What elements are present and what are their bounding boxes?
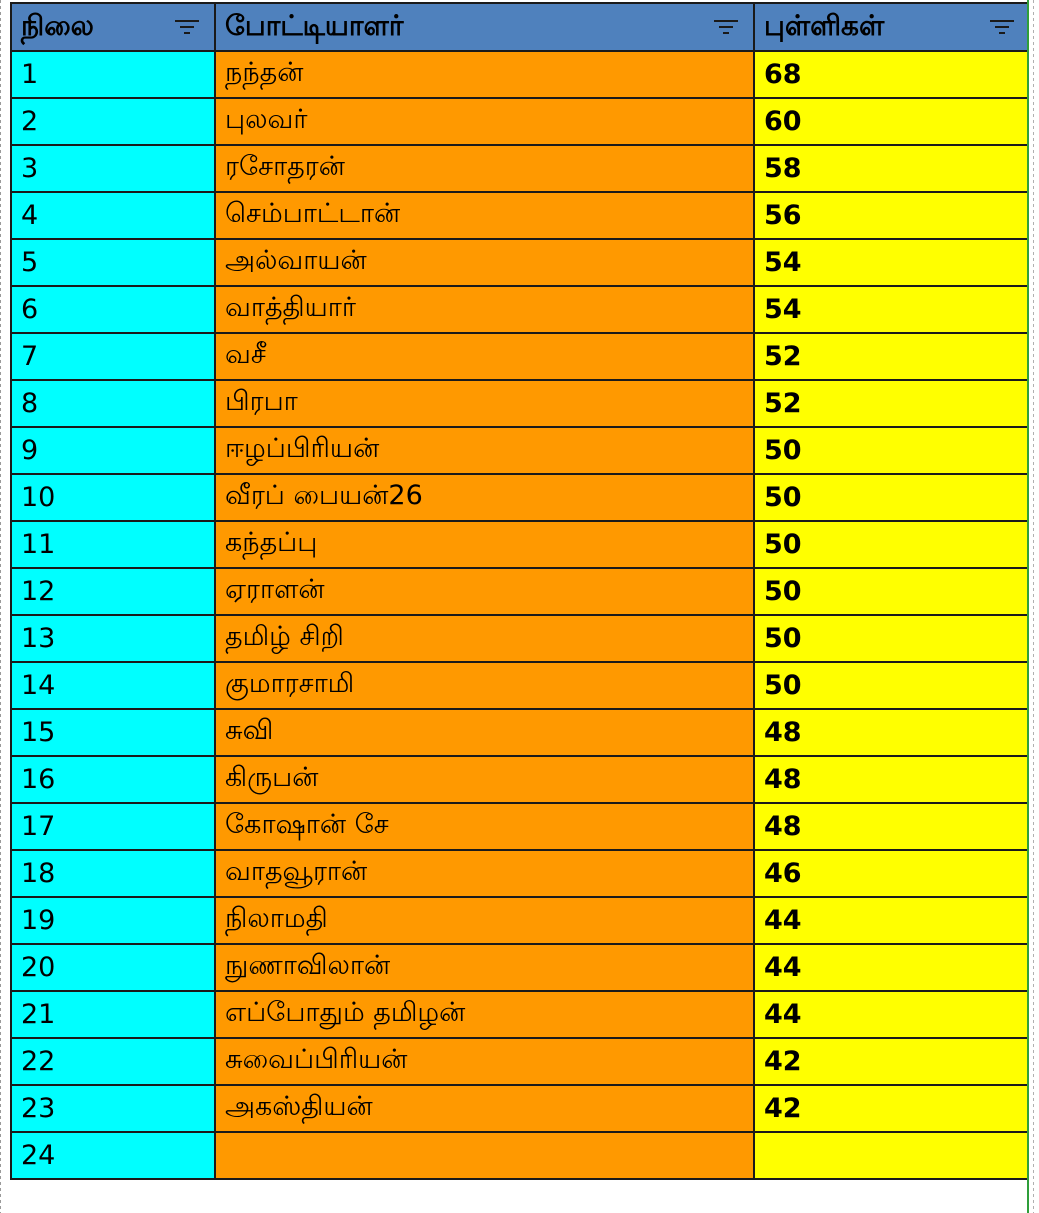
table-row[interactable] [11, 568, 1030, 615]
name-cell[interactable]: அகஸ்தியன் [215, 1085, 754, 1132]
name-cell[interactable]: வாதவூரான் [215, 850, 754, 897]
table-row[interactable] [11, 662, 1030, 709]
rank-cell[interactable]: 21 [11, 991, 215, 1038]
table-row[interactable] [11, 615, 1030, 662]
table-row[interactable] [11, 756, 1030, 803]
points-cell[interactable]: 46 [754, 850, 1030, 897]
rank-cell[interactable]: 8 [11, 380, 215, 427]
points-cell[interactable]: 56 [754, 192, 1030, 239]
rank-cell[interactable]: 6 [11, 286, 215, 333]
points-cell[interactable]: 50 [754, 615, 1030, 662]
table-row[interactable] [11, 709, 1030, 756]
name-cell[interactable]: ஈழப்பிரியன் [215, 427, 754, 474]
table-row[interactable] [11, 850, 1030, 897]
points-cell[interactable]: 42 [754, 1085, 1030, 1132]
header-name[interactable] [215, 3, 754, 51]
name-cell[interactable]: தமிழ் சிறி [215, 615, 754, 662]
rank-cell[interactable]: 19 [11, 897, 215, 944]
table-row[interactable] [11, 1085, 1030, 1132]
name-cell[interactable] [215, 1132, 754, 1179]
table-row[interactable] [11, 944, 1030, 991]
name-cell[interactable]: நந்தன் [215, 51, 754, 98]
header-points[interactable] [754, 3, 1030, 51]
name-cell[interactable]: அல்வாயன் [215, 239, 754, 286]
table-row[interactable] [11, 991, 1030, 1038]
table-row[interactable] [11, 803, 1030, 850]
header-points-label: புள்ளிகள் [764, 8, 885, 42]
name-cell[interactable]: குமாரசாமி [215, 662, 754, 709]
rank-cell[interactable]: 2 [11, 98, 215, 145]
table-row[interactable] [11, 427, 1030, 474]
name-cell[interactable]: கந்தப்பு [215, 521, 754, 568]
points-cell[interactable]: 48 [754, 709, 1030, 756]
rank-cell[interactable]: 22 [11, 1038, 215, 1085]
table-row[interactable] [11, 239, 1030, 286]
filter-icon[interactable] [713, 18, 739, 36]
points-cell[interactable]: 50 [754, 474, 1030, 521]
table-row[interactable] [11, 521, 1030, 568]
points-cell[interactable]: 54 [754, 239, 1030, 286]
rank-cell[interactable]: 3 [11, 145, 215, 192]
points-cell[interactable]: 50 [754, 427, 1030, 474]
points-cell[interactable]: 44 [754, 944, 1030, 991]
rank-cell[interactable]: 10 [11, 474, 215, 521]
rank-cell[interactable]: 1 [11, 51, 215, 98]
points-cell[interactable]: 52 [754, 380, 1030, 427]
name-cell[interactable]: ரசோதரன் [215, 145, 754, 192]
name-cell[interactable]: செம்பாட்டான் [215, 192, 754, 239]
name-cell[interactable]: நிலாமதி [215, 897, 754, 944]
table-row[interactable] [11, 145, 1030, 192]
table-row[interactable] [11, 1132, 1030, 1179]
points-cell[interactable]: 68 [754, 51, 1030, 98]
rank-cell[interactable]: 16 [11, 756, 215, 803]
header-row [11, 3, 1030, 51]
rank-cell[interactable]: 12 [11, 568, 215, 615]
rank-cell[interactable]: 18 [11, 850, 215, 897]
points-cell[interactable]: 50 [754, 568, 1030, 615]
points-cell[interactable]: 42 [754, 1038, 1030, 1085]
name-cell[interactable]: வசீ [215, 333, 754, 380]
selection-edge [1027, 0, 1039, 1213]
name-cell[interactable]: பிரபா [215, 380, 754, 427]
rank-cell[interactable]: 5 [11, 239, 215, 286]
rank-cell[interactable]: 24 [11, 1132, 215, 1179]
filter-icon[interactable] [989, 18, 1015, 36]
rank-cell[interactable]: 20 [11, 944, 215, 991]
points-cell[interactable]: 52 [754, 333, 1030, 380]
name-cell[interactable]: கோஷான் சே [215, 803, 754, 850]
table-row[interactable] [11, 98, 1030, 145]
points-cell[interactable] [754, 1132, 1030, 1179]
points-cell[interactable]: 54 [754, 286, 1030, 333]
header-name-label: போட்டியாளர் [225, 8, 404, 42]
points-cell[interactable]: 60 [754, 98, 1030, 145]
table-row[interactable] [11, 474, 1030, 521]
points-cell[interactable]: 48 [754, 756, 1030, 803]
name-cell[interactable]: சுவைப்பிரியன் [215, 1038, 754, 1085]
name-cell[interactable]: ஏராளன் [215, 568, 754, 615]
rank-cell[interactable]: 17 [11, 803, 215, 850]
table-row[interactable] [11, 51, 1030, 98]
rank-cell[interactable]: 7 [11, 333, 215, 380]
points-cell[interactable]: 58 [754, 145, 1030, 192]
name-cell[interactable]: கிருபன் [215, 756, 754, 803]
table-row[interactable] [11, 286, 1030, 333]
points-cell[interactable]: 44 [754, 991, 1030, 1038]
points-cell[interactable]: 50 [754, 521, 1030, 568]
points-cell[interactable]: 44 [754, 897, 1030, 944]
table-row[interactable] [11, 333, 1030, 380]
rank-cell[interactable]: 9 [11, 427, 215, 474]
name-cell[interactable]: வீரப் பையன்26 [215, 474, 754, 521]
rank-cell[interactable]: 15 [11, 709, 215, 756]
rank-cell[interactable]: 13 [11, 615, 215, 662]
points-cell[interactable]: 50 [754, 662, 1030, 709]
name-cell[interactable]: வாத்தியார் [215, 286, 754, 333]
leaderboard-table [10, 2, 1031, 1180]
table-row[interactable] [11, 192, 1030, 239]
rank-cell[interactable]: 11 [11, 521, 215, 568]
rank-cell[interactable]: 23 [11, 1085, 215, 1132]
rank-cell[interactable]: 4 [11, 192, 215, 239]
points-cell[interactable]: 48 [754, 803, 1030, 850]
name-cell[interactable]: எப்போதும் தமிழன் [215, 991, 754, 1038]
table-row[interactable] [11, 380, 1030, 427]
name-cell[interactable]: புலவர் [215, 98, 754, 145]
filter-icon[interactable] [174, 18, 200, 36]
table-row[interactable] [11, 897, 1030, 944]
name-cell[interactable]: சுவி [215, 709, 754, 756]
rank-cell[interactable]: 14 [11, 662, 215, 709]
name-cell[interactable]: நுணாவிலான் [215, 944, 754, 991]
header-rank-label: நிலை [21, 8, 94, 42]
header-rank[interactable] [11, 3, 215, 51]
table-row[interactable] [11, 1038, 1030, 1085]
